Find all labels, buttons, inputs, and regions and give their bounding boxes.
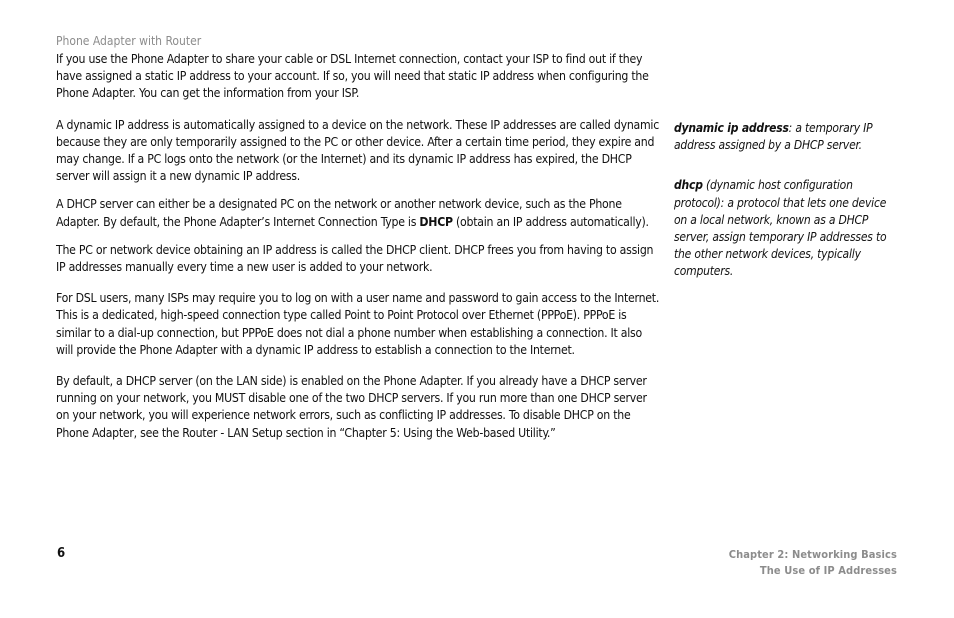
glossary-sidebar: [674, 120, 900, 304]
footer-section: The Use of IP Addresses: [759, 564, 897, 577]
paragraph-dhcp-server-text-1: A DHCP server can either be a designated PC on the network or another network device, such as the Phone Adapter. By default, the Phone Adapter’s Internet Connection Type is: [56, 197, 622, 229]
glossary-definition: (dynamic host configuration protocol): a protocol that lets one device on a local network, known as a DHCP server, assign temporary IP addresses to the other network devices, typically computers.: [674, 178, 887, 279]
glossary-term: dynamic ip address: [674, 121, 789, 135]
glossary-entry-dynamic-ip: [674, 120, 900, 154]
paragraph-dynamic-ip-text: A dynamic IP address is automatically assigned to a device on the network. These IP addresses are called dynamic because they are only temporarily assigned to the PC or other device. After a certain time period, they expire and may change. If a PC logs onto the network (or the Internet) and its dynamic IP address has expired, the DHCP server will assign it a new dynamic IP address.: [56, 117, 659, 184]
paragraph-disable-dhcp: By default, a DHCP server (on the LAN side) is enabled on the Phone Adapter. If you already have a DHCP server running on your network, you MUST disable one of the two DHCP servers. If you run more than one DHCP server on your network, you will experience network errors, such as conflicting IP addresses. To disable DHCP on the Phone Adapter, see the Router - LAN Setup section in “Chapter 5: Using the Web-based Utility.”: [56, 374, 647, 440]
running-header: Phone Adapter with Router: [56, 34, 202, 48]
paragraph-pppoe: For DSL users, many ISPs may require you to log on with a user name and password to gain access to the Internet. This is a dedicated, high-speed connection type called Point to Point Protocol over Ethernet (PPPoE). PPPoE is similar to a dial-up connection, but PPPoE does not dial a phone number when establishing a connection. It also will provide the Phone Adapter with a dynamic IP address to establish a connection to the Internet.: [56, 291, 660, 357]
paragraph-dhcp-server: [56, 196, 660, 230]
glossary-term: dhcp: [674, 178, 703, 193]
paragraph-static-ip: If you use the Phone Adapter to share your cable or DSL Internet connection, contact your ISP to find out if they have assigned a static IP address to your account. If so, you will need that static IP address when configuring the Phone Adapter. You can get the information from your ISP.: [56, 52, 649, 101]
dhcp-bold-term: DHCP: [419, 214, 453, 229]
main-text: [56, 51, 660, 456]
paragraph-dhcp-server-text-2: (obtain an IP address automatically).: [452, 214, 649, 229]
paragraph-dhcp-client: The PC or network device obtaining an IP address is called the DHCP client. DHCP frees you from having to assign IP addresses manually every time a new user is added to your network.: [56, 242, 654, 275]
glossary-definition: : a temporary IP address assigned by a DHCP server.: [674, 121, 873, 153]
footer: [729, 547, 897, 579]
glossary-entry-dhcp: [674, 177, 900, 280]
paragraph-dynamic-ip: [56, 117, 660, 186]
footer-chapter: Chapter 2: Networking Basics: [728, 548, 897, 561]
page-number: 6: [57, 546, 66, 561]
